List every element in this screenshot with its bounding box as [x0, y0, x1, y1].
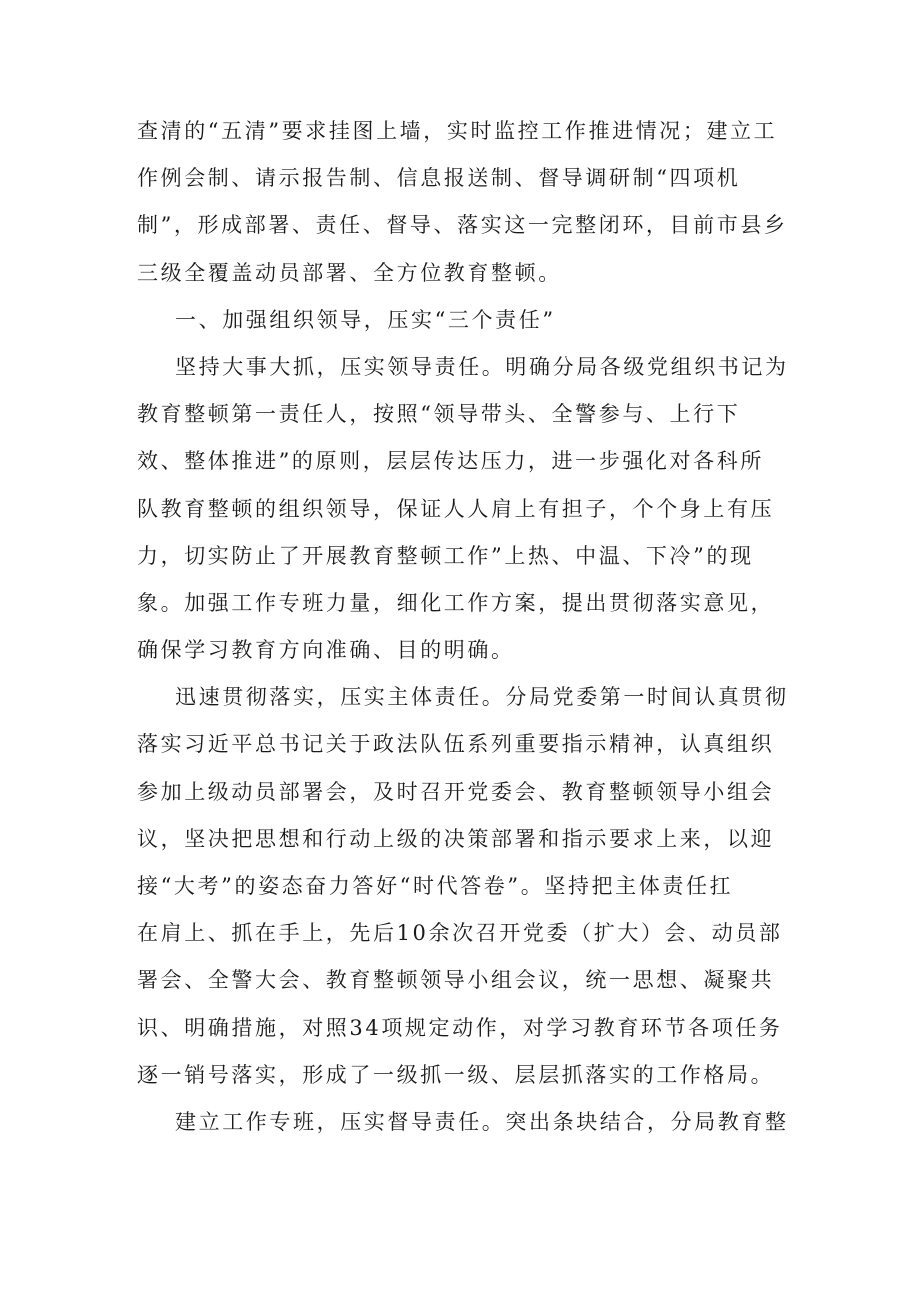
- text-line-4: 三级全覆盖动员部署、全方位教育整顿。: [137, 260, 562, 285]
- text-line-1: 查清的“五清”要求挂图上墙，实时监控工作推进情况；建立工: [137, 119, 778, 143]
- document-body: [137, 108, 787, 1146]
- text-line-20: 识、明确措施，对照34项规定动作，对学习教育环节各项任务: [137, 1015, 783, 1040]
- text-line-18: 在肩上、抓在手上，先后10余次召开党委（扩大）会、动员部: [137, 921, 783, 946]
- text-line-14: 落实习近平总书记关于政法队伍系列重要指示精神，认真组织: [137, 732, 775, 757]
- paragraph-start-2: 迅速贯彻落实，压实主体责任。分局党委第一时间认真贯彻: [175, 685, 789, 710]
- text-line-10: 力，切实防止了开展教育整顿工作”上热、中温、下冷”的现: [137, 543, 754, 568]
- text-line-16: 议，坚决把思想和行动上级的决策部署和指示要求上来，以迎: [137, 826, 775, 851]
- text-line-15: 参加上级动员部署会，及时召开党委会、教育整顿领导小组会: [137, 779, 775, 804]
- paragraph-start-3: 建立工作专班，压实督导责任。突出条块结合，分局教育整: [175, 1109, 789, 1134]
- section-heading: 一、加强组织领导，压实“三个责任”: [175, 307, 556, 332]
- text-line-12: 确保学习教育方向准确、目的明确。: [137, 638, 515, 663]
- paragraph-start-1: 坚持大事大抓，压实领导责任。明确分局各级党组织书记为: [175, 354, 789, 379]
- text-line-11: 象。加强工作专班力量，细化工作方案，提出贯彻落实意见，: [137, 590, 775, 615]
- text-line-2: 作例会制、请示报告制、信息报送制、督导调研制“四项机: [137, 166, 741, 191]
- text-line-7: 教育整顿第一责任人，按照“领导带头、全警参与、上行下: [137, 402, 741, 427]
- text-line-8: 效、整体推进”的原则，层层传达压力，进一步强化对各科所: [137, 449, 764, 474]
- text-line-19: 署会、全警大会、教育整顿领导小组会议，统一思想、凝聚共: [137, 968, 775, 993]
- text-line-17: 接“大考”的姿态奋力答好“时代答卷”。坚持把主体责任扛: [137, 874, 734, 898]
- text-line-3: 制”，形成部署、责任、督导、落实这一完整闭环，目前市县乡: [137, 213, 788, 238]
- text-line-9: 队教育整顿的组织领导，保证人人肩上有担子，个个身上有压: [137, 496, 775, 521]
- text-line-21: 逐一销号落实，形成了一级抓一级、层层抓落实的工作格局。: [137, 1062, 775, 1087]
